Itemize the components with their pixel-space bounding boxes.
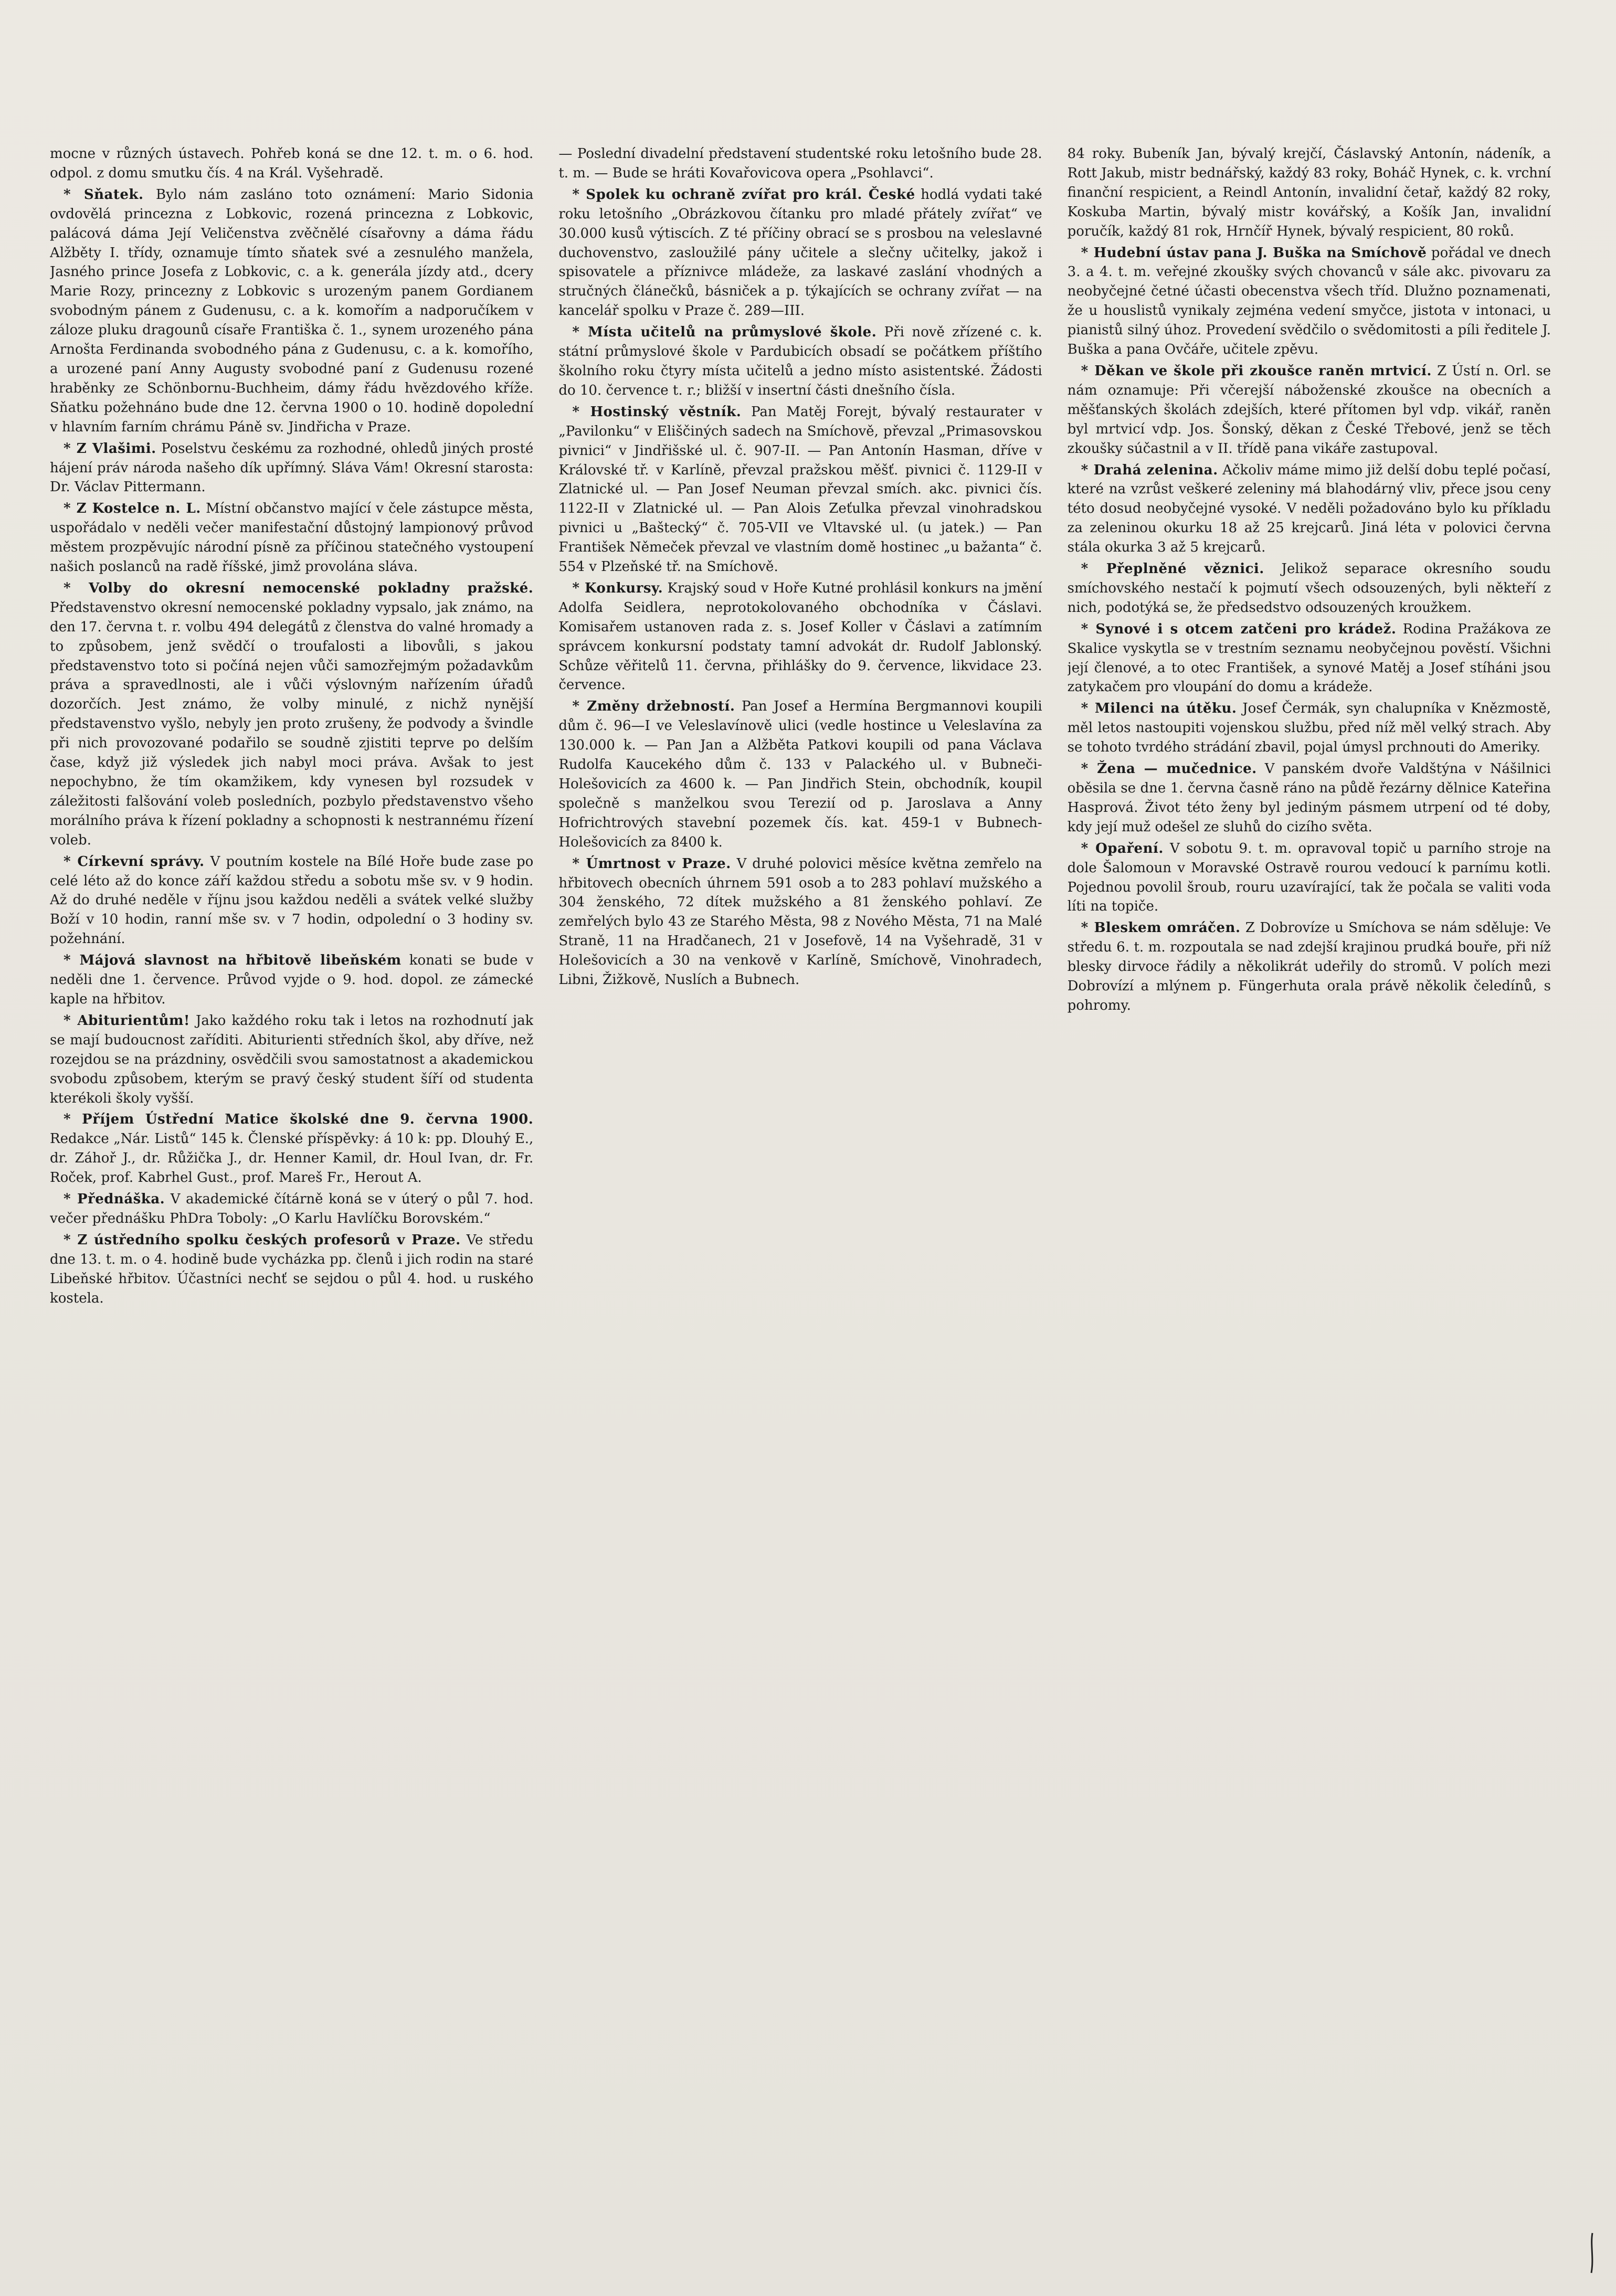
- article-umrtnost: [558, 854, 1042, 990]
- article-heading: * Příjem Ústřední Matice školské dne 9. června 1900.: [64, 1112, 534, 1128]
- article-heading: * Přednáška.: [64, 1191, 165, 1208]
- article-body: V poutním kostele na Bílé Hoře bude zase po celé léto až do konce září každou středu a sobotu mše sv. v 9 hodin. Až do druhé neděle v říjnu jsou každou neděli a svátek velké služby Boží v 10 hodin, ranní mše sv. v 7 hodin, odpolední o 3 hodiny sv. požehnání.: [50, 853, 534, 947]
- article-heading: * Spolek ku ochraně zvířat pro král. České: [572, 186, 915, 203]
- article-heading: * Z Vlašimi.: [64, 440, 156, 457]
- paragraph: 84 roky. Bubeník Jan, bývalý krejčí, Čáslavský Antonín, nádeník, a Rott Jakub, mistr bednářský, každý 83 roky, Boháč Hynek, c. k. vrchní finanční respicient, a Reindl Antonín, invalidní četař, každý 82 roky, Koskuba Martin, bývalý mistr kovářský, a Košík Jan, invalidní poručík, každý 81 rok, Hrnčíř Hynek, bývalý respicient, 80 roků.: [1067, 146, 1551, 239]
- article-body: Josef Čermák, syn chalupníka v Knězmostě, měl letos nastoupiti vojenskou službu, před níž měl velký strach. Aby se tohoto tvrdého strádání zbavil, pojal úmysl prchnouti do Ameriky.: [1067, 701, 1551, 756]
- article-heading: * Církevní správy.: [64, 853, 205, 870]
- article-body: Ačkoliv máme mimo již delší dobu teplé počasí, které na vzrůst veškeré zeleniny má blahodárný vliv, přece jsou ceny této dosud neobyčejné vysoké. V neděli požadováno bylo ku příkladu za zeleninou okurku 18 až 25 krejcarů. Jiná léta v polovici června stála okurka 3 až 5 krejcarů.: [1067, 462, 1551, 556]
- article-heading: * Hudební ústav pana J. Buška na Smíchově: [1081, 245, 1427, 261]
- article-body: konati se bude v neděli dne 1. července. Průvod vyjde o 9. hod. dopol. ze zámecké kaple na hřbitov.: [50, 953, 534, 1007]
- article-opareni: [1068, 839, 1551, 917]
- article-milenci: [1068, 699, 1551, 757]
- article-kostelec: [50, 499, 533, 577]
- article-body: V akademické čítárně koná se v úterý o půl 7. hod. večer přednášku PhDra Toboly: „O Karlu Havlíčku Borovském.“: [50, 1191, 534, 1226]
- article-heading: * Sňatek.: [64, 186, 144, 203]
- article-body: Při nově zřízené c. k. státní průmyslové škole v Pardubicích obsadí se počátkem příštího školního roku čtyry místa učitelů a jedno místo asistentské. Žádosti do 10. července t. r.; bližší v insertní části dnešního čísla.: [558, 324, 1042, 398]
- article-heading: * Žena — mučednice.: [1081, 761, 1257, 777]
- article-body: Krajský soud v Hoře Kutné prohlásil konkurs na jmění Adolfa Seidlera, neprotokolovaného obchodníka v Čáslavi. Komisařem ustanoven rada z. s. Josef Koller v Čáslavi a zatímním správcem konkursní podstaty tamní advokát dr. Rudolf Jablonský. Schůze věřitelů 11. června, přihlášky do 9. července, likvidace 23. července.: [558, 580, 1042, 693]
- article-heading: * Úmrtnost v Praze.: [572, 855, 731, 872]
- article-heading: * Změny držebností.: [572, 699, 735, 715]
- paragraph: — Poslední divadelní představení studentské roku letošního bude 28. t. m. — Bude se hráti Kovařovicova opera „Psohlavci“.: [558, 146, 1042, 181]
- article-heading: * Bleskem omráčen.: [1081, 920, 1241, 936]
- article-kradez: [1068, 620, 1551, 697]
- article-body: Poselstvu českému za rozhodné, ohledů jiných prosté hájení práv národa našeho dík upřímný. Sláva Vám! Okresní starosta: Dr. Václav Pittermann.: [50, 440, 534, 495]
- article-body: hodlá vydati také roku letošního „Obrázkovou čítanku pro mladé přátely zvířat“ ve 30.000 kusů výtiscích. Z té příčiny obrací se s prosbou na veleslavné duchovenstvo, zasloužilé pány učitele a slečny učitelky, jakož i spisovatele a příznivce mládeže, za laskavé zaslání vhodných a stručných článečků, básniček a p. týkajících se ochrany zvířat — na kancelář spolku v Praze č. 289—III.: [558, 186, 1042, 319]
- page-corner-mark: [1589, 2232, 1596, 2274]
- article-heading: * Přeplněné věznici.: [1081, 561, 1264, 577]
- article-ochrana-zvirat: [558, 185, 1042, 321]
- article-cirkevni: [50, 852, 533, 949]
- article-body: Pan Josef a Hermína Bergmannovi koupili dům č. 96—I ve Veleslavínově ulici (vedle hostince u Veleslavína za 130.000 k. — Pan Jan a Alžběta Patkovi koupili od pana Václava Rudolfa Kaucekého dům č. 133 v Palackého ul. v Bubneči-Holešovicích za 4600 k. — Pan Jindřich Stein, obchodník, koupil společně s manželkou svou Terezií od p. Jaroslava a Anny Hofrichtrových stavební pozemek čís. kat. 459-1 v Bubnech-Holešovicích za 8400 k.: [558, 699, 1042, 850]
- article-heading: * Místa učitelů na průmyslové škole.: [572, 324, 877, 341]
- article-body: V druhé polovici měsíce května zemřelo na hřbitovech obecních úhrnem 591 osob a to 283 pohlaví mužského a 304 ženského, 72 dítek mužského a 81 ženského pohlaví. Ze zemřelých bylo 43 ze Starého Města, 98 z Nového Města, 71 na Malé Straně, 11 na Hradčanech, 21 v Josefově, 14 na Vyšehradě, 31 v Holešovicích a 30 na venkově v Karlíně, Smíchově, Vinohradech, Libni, Žižkově, Nuslích a Bubnech.: [558, 855, 1042, 988]
- article-body: Místní občanstvo mající v čele zástupce města, uspořádalo v neděli večer manifestační důstojný lampionový průvod městem prozpěvujíc národní písně za příčinou statečného vystoupení našich poslanců na radě říšské, jimž provolána sláva.: [50, 501, 534, 575]
- article-heading: * Konkursy.: [572, 580, 663, 596]
- text-columns: [50, 144, 1551, 2241]
- article-body: V panském dvoře Valdštýna v Nášilnici oběsila se dne 1. června časně ráno na půdě řezárny dělnice Kateřina Hasprová. Život této ženy byl jediným pásmem utrpení od té doby, kdy její muž odešel ze sluhů do cizího světa.: [1067, 761, 1551, 835]
- article-zelenina: [1068, 461, 1551, 558]
- article-vlasim: [50, 439, 533, 498]
- article-volby: [50, 579, 533, 850]
- article-body: Bylo nám zasláno toto oznámení: Mario Sidonia ovdovělá princezna z Lobkovic, rozená princezna z Lobkovic, palácová dáma Její Veličenstva zvěčnělé císařovny a dáma řádu Alžběty I. třídy, oznamuje tímto sňatek své a zesnulého manžela, Jasného prince Josefa z Lobkovic, c. a k. generála jízdy atd., dcery Marie Rozy, princezny z Lobkovic s urozeným panem Gordianem svobodným pánem z Gudenusu, c. a k. komořím a nadporučíkem v záloze pluku dragounů císaře Františka č. 1., synem urozeného pána Arnošta Ferdinanda svobodného pána z Gudenusu, c. a k. komořího, a urozené paní Anny Augusty svobodné paní z Gudenusu rozené hraběnky ze Schönbornu-Buchheim, dámy řádu hvězdového kříže. Sňatku požehnáno bude dne 12. června 1900 o 10. hodině dopolední v hlavním farním chrámu Páně sv. Jindřicha v Praze.: [50, 186, 534, 435]
- article-majova: [50, 951, 533, 1009]
- article-heading: * Z Kostelce n. L.: [64, 501, 201, 517]
- article-heading: * Děkan ve škole při zkoušce raněn mrtvicí.: [1081, 363, 1432, 379]
- article-dekan: [1068, 362, 1551, 459]
- article-bleskem: [1068, 918, 1551, 1015]
- article-satek: [50, 185, 533, 437]
- article-body: Z Ústí n. Orl. se nám oznamuje: Při včerejší náboženské zkoušce na obecních a měšťanských školách zdejších, které přítomen byl vdp. vikář, raněn byl mrtvicí vdp. Jos. Šonský, děkan z České Třebové, jenž se těch zkoušky súčastnil a v II. třídě pana vikáře zastupoval.: [1067, 363, 1551, 457]
- article-body: Rodina Pražákova ze Skalice vyskytla se v trestním seznamu neobyčejnou pověstí. Všichni její členové, a to otec František, a synové Matěj a Josef stíháni jsou zatykačem pro vloupání do domu a krádeže.: [1067, 621, 1551, 695]
- article-body: Představenstvo okresní nemocenské pokladny vypsalo, jak známo, na den 17. června t. r. volbu 494 delegátů z členstva do valné hromady a to způsobem, jenž svědčí o troufalosti a libovůli, s jakou představenstvo toto si počíná nejen vůči samozřejmým požadavkům práva a spravedlnosti, ale i vůči výslovným nařízením úřadů dozorčích. Jest známo, že volby minulé, z nichž nynější představenstvo vyšlo, nebyly jen proto zrušeny, že podvody a švindle při nich provozované podařilo se soudně zjistiti teprve po delším čase, když již výsledek jich nabyl moci práva. Avšak to jest nepochybno, že tím okamžikem, kdy vynesen byl rozsudek v záležitosti falšování voleb posledních, pozbylo představenstvo všeho morálního práva k řízení pokladny a schopnosti k nestrannému řízení voleb.: [50, 599, 534, 848]
- article-veznice: [1068, 559, 1551, 618]
- article-hudebni-ustav: [1068, 244, 1551, 359]
- article-body: Pan Matěj Forejt, bývalý restaurater v „Pavilonku“ v Eliščiných sadech na Smíchově, převzal „Primasovskou pivnici“ v Jindřišské ul. č. 907-II. — Pan Antonín Hasman, dříve v Královské tř. v Karlíně, převzal pražskou měšť. pivnici č. 1129-II v Zlatnické ul. — Pan Josef Neuman převzal smích. akc. pivnici čís. 1122-II v Zlatnické ul. — Pan Alois Zeťulka převzal vinohradskou pivnici u „Baštecký“ č. 705-VII ve Vltavské ul. (u jatek.) — Pan František Němeček převzal ve vlastním domě hostinec „u bažanta“ č. 554 v Plzeňské tř. na Smíchově.: [558, 404, 1042, 575]
- article-heading: * Drahá zelenina.: [1081, 462, 1218, 478]
- article-body: V sobotu 9. t. m. opravoval topič u parního stroje na dole Šalomoun v Moravské Ostravě rourou vedoucí k parnímu kotli. Pojednou povolil šroub, rouru uzavírající, tak že počala se valiti voda líti na topiče.: [1067, 840, 1551, 915]
- article-body: Jelikož separace okresního soudu smíchovského nestačí k pojmutí všech odsouzených, byli někteří z nich, podotýká se, že předsedstvo odsouzených kroužkem.: [1067, 561, 1551, 616]
- article-matice: [50, 1110, 533, 1188]
- article-body: Redakce „Nár. Listů“ 145 k. Členské příspěvky: á 10 k: pp. Dlouhý E., dr. Záhoř J., dr. Růžička J., dr. Henner Kamil, dr. Houl Ivan, dr. Fr. Roček, prof. Kabrhel Gust., prof. Mareš Fr., Herout A.: [50, 1131, 534, 1186]
- column-middle: [558, 144, 1042, 2241]
- article-mista-ucitelu: [558, 323, 1042, 400]
- article-body: Ve středu dne 13. t. m. o 4. hodině bude vycházka pp. členů i jich rodin na staré Libeňské hřbitov. Účastníci nechť se sejdou o půl 4. hod. u ruského kostela.: [50, 1232, 534, 1306]
- column-left: [50, 144, 533, 2241]
- article-hostinsky: [558, 403, 1042, 577]
- article-abiturienti: [50, 1011, 533, 1108]
- article-heading: * Hostinský věstník.: [572, 404, 742, 420]
- article-prednaska: [50, 1190, 533, 1229]
- article-heading: * Z ústředního spolku českých profesorů v Praze.: [64, 1232, 461, 1248]
- column-right: [1068, 144, 1551, 2241]
- article-konkursy: [558, 579, 1042, 695]
- article-body: Jako každého roku tak i letos na rozhodnutí jak se mají budoucnost zaříditi. Abiturienti středních škol, aby dříve, než rozejdou se na prázdniny, osvědčili svou samostatnost a akademickou svobodu způsobem, kterým se pravý český student šíří od studenta kterékoli školy vyšší.: [50, 1012, 534, 1106]
- article-body: Z Dobrovíze u Smíchova se nám sděluje: Ve středu 6. t. m. rozpoutala se nad zdejší krajinou prudká bouře, při níž blesky dirvoce řádily a několikrát udeřily do stromů. V polích mezi Dobrovízí a mlýnem p. Füngerhuta orala právě několik čeledínů, s pohromy.: [1067, 920, 1551, 1013]
- article-heading: * Synové i s otcem zatčeni pro krádež.: [1081, 621, 1397, 637]
- article-heading: * Opaření.: [1081, 840, 1164, 856]
- article-body: pořádal ve dnech 3. a 4. t. m. veřejné zkoušky svých chovanců v sále akc. pivovaru za neobyčejné četné účasti obecenstva všech tříd. Dlužno poznamenati, že u houslistů vynikaly zejména vedení smyčce, jistota v intonaci, u pianistů silný úhoz. Provedení svědčilo o svědomitosti a píli ředitele J. Buška a pana Ovčáře, učitele zpěvu.: [1067, 245, 1551, 358]
- article-heading: * Abiturientům!: [64, 1012, 190, 1029]
- article-drzebnosti: [558, 697, 1042, 852]
- paragraph: mocne v různých ústavech. Pohřeb koná se dne 12. t. m. o 6. hod. odpol. z domu smutku čís. 4 na Král. Vyšehradě.: [50, 146, 534, 181]
- article-heading: * Milenci na útěku.: [1081, 701, 1237, 717]
- article-profesori: [50, 1231, 533, 1308]
- article-mucednice: [1068, 759, 1551, 837]
- article-heading: * Volby do okresní nemocenské pokladny pražské.: [64, 580, 534, 596]
- article-heading: * Májová slavnost na hřbitově libeňském: [64, 953, 402, 969]
